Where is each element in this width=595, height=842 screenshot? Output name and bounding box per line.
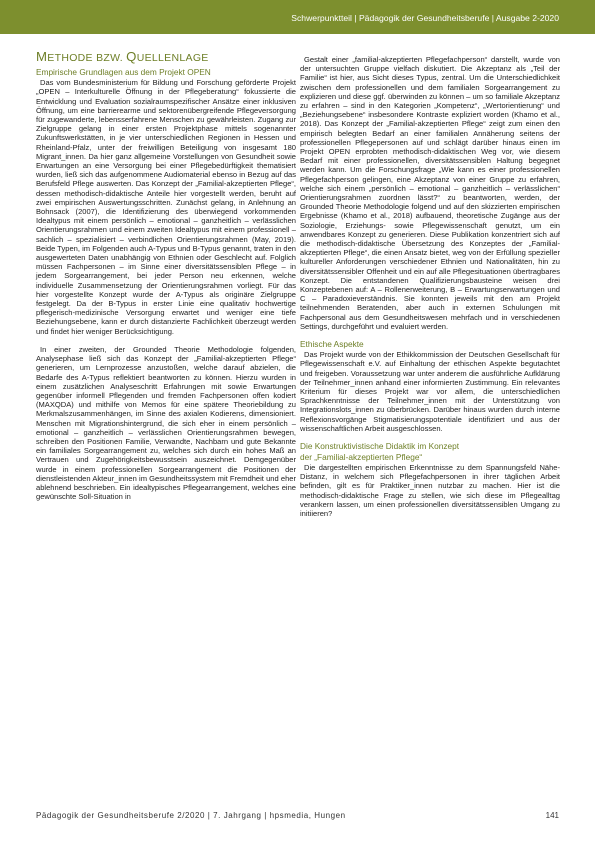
paragraph-spacer bbox=[300, 331, 560, 339]
section-title-initial-2: Q bbox=[126, 49, 137, 64]
subheading-didactics-line-1: Die Konstruktivistische Didaktik im Konzept bbox=[300, 440, 460, 451]
paragraph: Das Projekt wurde von der Ethikkommission der Deutschen Gesellschaft für Pflegewissenschaft e.V. auf Einhaltung der ethischen Aspekte begutachtet und freigeben. Voraussetzung war unter anderem die ausführliche Aufklärung der Teilnehmer_innen anhand einer informierten Zustimmung. Ein relevantes Kriterium für dieses Projekt war vor allem, die unterschiedlichen Sprachkenntnisse der Teilnehmer_innen mit der Unterstützung von Integrationslots_innen zu überbrücken. Darüber hinaus wurden durch interne Reflexionsvorgänge Stigmatisierungspotentiale identifiziert und aus der wissenschaftlichen Arbeit ausgeschlossen. bbox=[300, 350, 560, 433]
section-title bbox=[36, 49, 296, 64]
section-title-part-2: UELLENLAGE bbox=[136, 52, 209, 64]
right-column bbox=[300, 55, 560, 518]
subheading-empirical-basis: Empirische Grundlagen aus dem Projekt OPEN bbox=[36, 67, 211, 78]
page-number: 141 bbox=[545, 811, 559, 820]
running-head: Schwerpunktteil | Pädagogik der Gesundheitsberufe | Ausgabe 2-2020 bbox=[291, 13, 559, 23]
paragraph-spacer bbox=[300, 433, 560, 441]
footer-citation: Pädagogik der Gesundheitsberufe 2/2020 | 7. Jahrgang | hpsmedia, Hungen bbox=[36, 811, 346, 820]
paragraph: Die dargestellten empirischen Erkenntnisse zu dem Spannungsfeld Nähe-Distanz, in welchem sich Pflegefachpersonen in ihrer täglichen Arbeit befinden, gilt es für Praktiker_innen nutzbar zu machen. Hier ist die methodisch-didaktische Frage zu stellen, wie sich diese im Pflegealltag verankern lassen, um einen professionellen diversitätssensiblen Umgang zu initiieren? bbox=[300, 462, 560, 518]
paragraph: In einer zweiten, der Grounded Theorie Methodologie folgenden, Analysephase ließ sich das Konzept der „Familial-akzeptierten Pflege“ generieren, um Lernprozesse anzustoßen, welche darauf abzielen, die Bedarfe des A-Typus reflektiert beantworten zu können. Hierzu wurden in einem zusätzlichen Analyseschritt Erfahrungen mit sowie Erwartungen gegenüber informell Pflegenden und fremden Fachpersonen offen kodiert (MAXQDA) und mithilfe von Memos für eine spätere Theoriebildung zu Merkmalszusammenhängen, im Sinne des axialen Kodierens, dimensioniert. Menschen mit Migrationshintergrund, die sich eher in einem persönlich – emotional – ganzheitlich – verlässlichen Orientierungsrahmen bewegen, schreiben den Positionen Familie, Verwandte, Nachbarn und gute Bekannte ein familiales Sorgearrangement zu, welches sich durch ein hohes Maß an Vertrauen und Zugehörigkeitsbewusstsein auszeichnet. Demgegenüber wurde in einem professionellen Sorgearrangement die Positionen der dienstleistenden Akteur_innen im Gesundheitssystem mit Fremdheit und eher ablehnend beschrieben. Ein idealtypisches Pflegearrangement, welches eine gewünschte Soll-Situation in bbox=[36, 344, 296, 502]
paragraph: Gestalt einer „familial-akzeptierten Pflegefachperson“ darstellt, wurde von der untersuchten Gruppe vielfach diskutiert. Die Akzeptanz als „Teil der Familie“ ist hier, aus Sicht dieses Typus, zentral. Um die Unterschiedlichkeit zwischen dem professionellen und dem familialen Sorgearrangement zu explizieren und diese ggf. überwinden zu können – um so familiale Akzeptanz zu erfahren – sind in den Kategorien „Kompetenz“, „Wertorientierung“ und „Beziehungsebene“ insbesondere Kontraste expliziert worden (Khamo et al., 2018). Das Konzept der „Familial-akzeptierten Pflege“ zeigt zum einen den empirisch belegten Bedarf an einer familialen Annäherung seitens der professionellen Pflegepersonen auf und schlägt darüber hinaus einen im Projekt OPEN erprobten methodisch-didaktischen Weg vor, wie diesem Bedarf mit einer professionellen, diversitätssensiblen Haltung begegnet werden kann. Um die Forschungsfrage „Wie kann es einer professionellen Pflegefachperson gelingen, eine Akzeptanz von einer Gruppe zu erfahren, welche sich einem „persönlich – emotional – ganzheitlich – verlässlichen“ Orientierungsrahmen zuordnen lässt?“ zu beantworten, werden, der Grounded Theorie Methodologie folgend und auf den skizzierten empirischen Ergebnisse (Khamo et al., 2018) aufbauend, theoretische Zugänge aus der Soziologie, Erziehungs- sowie Pflegewissenschaft genutzt, um ein anwendbares Konzept zu generieren. Diese Publikation konzentriert sich auf die methodisch-didaktische Übersetzung des Konzeptes der „Familial-akzeptierten Pflege“, die einen Ansatz bietet, weg von der Erfüllung spezieller kultureller Anforderungen verschiedener Ethnien und Nationalitäten, hin zu diversitätssensibler Offenheit und ein auf alle Pflegesituationen übertragbares Konzept. Die entstandenen Qualifizierungsbausteine weisen drei Konzeptebenen auf: A – Rollenerweiterung, B – Erwartungserwartungen und C – Paradoxieverständnis. Sie konnten jeweils mit den am Projekt teilnehmenden Beratenden, aber auch in externen Schulungen mit Fachpersonal aus dem Gesundheitswesen mehrfach und in verschiedenen Settings, durchgeführt und evaluiert werden. bbox=[300, 55, 560, 331]
paragraph-spacer bbox=[36, 336, 296, 345]
header-band bbox=[0, 0, 595, 34]
paragraph: Das vom Bundesministerium für Bildung und Forschung geförderte Projekt „OPEN – Interkulturelle Öffnung in der Pflegeberatung“ fokussierte die Entwicklung und Evaluation sozialraumspezifischer Ansätze einer inklusiven Öffnung, um eine barrierearme und sektorenübergreifende Pflegeversorgung für zugewanderte, lebensserfahrene Menschen zu gewährleisten. Zugang zur Zielgruppe gelang in einer ersten Projektphase mittels sogenannter Zukunftswerkstätten, in je vier unterschiedlichen Regionen in Hessen und Rheinland-Pfalz, unter der freiwilligen Beteiligung von insgesamt 180 Migrant_innen. Da hier ganz allgemeine Vorstellungen von Gesundheit sowie Erwartungen an eine Versorgung bei einer Pflegebedürftigkeit thematisiert wurden, ließ sich das aufgenommene Audiomaterial ebenso in Bezug auf das Berufsfeld Pflege auswerten. Das Konzept der „Familial-akzeptierten Pflege“, dessen methodisch-didaktische Anteile hier vorgestellt werden, beruht auf zwei empirischen Auswertungsschritten. Zunächst gelang, in Anlehnung an Bohnsack (2007), die Identifizierung des überwiegend vorkommenden Idealtypus mit einem persönlich – emotional – ganzheitlich – verlässlichen Orientierungsrahmen und einem zweiten Idealtypus mit einem professionell – sachlich – spezialisiert – verbindlichen Orientierungsrahmen (May, 2019). Beide Typen, im Folgenden auch A-Typus und B-Typus genannt, traten in den ausgewerteten Daten unabhängig von Ethnien oder Geschlecht auf. Folglich müssen Fachpersonen – im Sinne einer diversitätssensiblen Pflege – in jedem Sorgearrangement, bei jeder Person neu erkennen, welche individuelle Zusammensetzung der Orientierungsrahmen vorliegt. Für das hier vorgestellte Konzept wurde der A-Typus als originäre Zielgruppe festgelegt. Da der B-Typus in erster Linie eine qualitativ hochwertige pflegerisch-medizinische Versorgung erwartet und weniger eine tiefe Beziehungsebene, kann er durch distanzierte Fachlichkeit überzeugt werden und findet hier weniger Berücksichtigung. bbox=[36, 78, 296, 336]
subheading-didactics-line-2: der „Familial-akzeptierten Pflege“ bbox=[300, 451, 423, 462]
section-title-part-1: ETHODE BZW. bbox=[47, 52, 127, 64]
subheading-ethics: Ethische Aspekte bbox=[300, 339, 364, 350]
left-column bbox=[36, 49, 296, 502]
section-title-initial-1: M bbox=[36, 49, 48, 64]
